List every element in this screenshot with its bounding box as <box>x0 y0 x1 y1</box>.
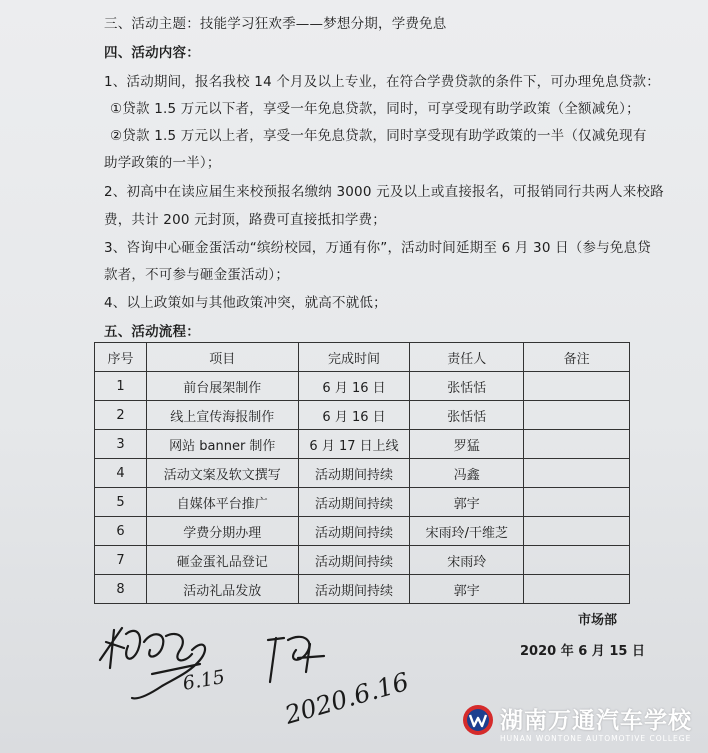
cell-item: 线上宣传海报制作 <box>146 401 298 430</box>
header-cell: 备注 <box>524 343 630 372</box>
cell-note <box>524 459 630 488</box>
cell-time: 6 月 16 日 <box>298 372 410 401</box>
content-item-4: 4、以上政策如与其他政策冲突，就高不就低； <box>104 295 387 311</box>
school-name-en: HUNAN WONTONE AUTOMOTIVE COLLEGE <box>500 734 692 743</box>
cell-time: 活动期间持续 <box>298 459 410 488</box>
cell-time: 活动期间持续 <box>298 575 410 604</box>
content-item-1b-line1: ②贷款 1.5 万元以上者，享受一年免息贷款，同时享受现有助学政策的一半（仅减免现有 <box>110 128 647 144</box>
cell-item: 网站 banner 制作 <box>146 430 298 459</box>
issue-date: 2020 年 6 月 15 日 <box>520 644 645 659</box>
school-logo <box>462 700 702 750</box>
section-5-heading: 五、活动流程： <box>104 324 200 340</box>
content-item-1: 1、活动期间，报名我校 14 个月及以上专业，在符合学费贷款的条件下，可办理免息贷款： <box>104 74 660 90</box>
cell-note <box>524 372 630 401</box>
cell-owner: 张恬恬 <box>410 372 524 401</box>
cell-note <box>524 401 630 430</box>
cell-note <box>524 546 630 575</box>
issuing-department: 市场部 <box>578 613 618 628</box>
cell-owner: 冯鑫 <box>410 459 524 488</box>
cell-item: 砸金蛋礼品登记 <box>146 546 298 575</box>
cell-time: 活动期间持续 <box>298 546 410 575</box>
cell-index: 3 <box>95 430 147 459</box>
cell-note <box>524 430 630 459</box>
cell-index: 5 <box>95 488 147 517</box>
cell-index: 8 <box>95 575 147 604</box>
cell-index: 4 <box>95 459 147 488</box>
cell-owner: 郭宇 <box>410 575 524 604</box>
signature-date-1: 6.15 <box>181 665 227 695</box>
cell-time: 6 月 17 日上线 <box>298 430 410 459</box>
cell-note <box>524 517 630 546</box>
cell-index: 6 <box>95 517 147 546</box>
table-row <box>95 401 630 430</box>
header-cell: 项目 <box>146 343 298 372</box>
cell-item: 活动文案及软文撰写 <box>146 459 298 488</box>
cell-time: 6 月 16 日 <box>298 401 410 430</box>
table-row <box>95 459 630 488</box>
cell-item: 活动礼品发放 <box>146 575 298 604</box>
cell-owner: 宋雨玲 <box>410 546 524 575</box>
cell-note <box>524 488 630 517</box>
table-row <box>95 575 630 604</box>
header-cell: 责任人 <box>410 343 524 372</box>
cell-owner: 郭宇 <box>410 488 524 517</box>
handwritten-signature <box>92 620 432 730</box>
table-header-row <box>95 343 630 372</box>
content-item-1a: ①贷款 1.5 万元以下者，享受一年免息贷款，同时，可享受现有助学政策（全额减免）； <box>110 101 640 117</box>
cell-item: 前台展架制作 <box>146 372 298 401</box>
table-row <box>95 372 630 401</box>
cell-note <box>524 575 630 604</box>
table-row <box>95 546 630 575</box>
cell-index: 1 <box>95 372 147 401</box>
cell-item: 自媒体平台推广 <box>146 488 298 517</box>
cell-owner: 张恬恬 <box>410 401 524 430</box>
content-item-1b-line2: 助学政策的一半）； <box>104 155 221 171</box>
content-item-3-line2: 款者，不可参与砸金蛋活动）； <box>104 267 290 283</box>
section-3-heading: 三、活动主题：技能学习狂欢季——梦想分期，学费免息 <box>104 16 447 32</box>
section-4-heading: 四、活动内容： <box>104 45 200 61</box>
header-cell: 完成时间 <box>298 343 410 372</box>
cell-time: 活动期间持续 <box>298 488 410 517</box>
content-item-2-line1: 2、初高中在读应届生来校预报名缴纳 3000 元及以上或直接报名，可报销同行共两人来校路 <box>104 184 664 200</box>
cell-time: 活动期间持续 <box>298 517 410 546</box>
table-row <box>95 488 630 517</box>
header-cell: 序号 <box>95 343 147 372</box>
cell-index: 7 <box>95 546 147 575</box>
cell-owner: 罗猛 <box>410 430 524 459</box>
activity-plan-table <box>94 342 630 604</box>
cell-owner: 宋雨玲/干维芝 <box>410 517 524 546</box>
content-item-3-line1: 3、咨询中心砸金蛋活动“缤纷校园，万通有你”，活动时间延期至 6 月 30 日（参与免息贷 <box>104 240 652 256</box>
cell-index: 2 <box>95 401 147 430</box>
table-row <box>95 517 630 546</box>
content-item-2-line2: 费，共计 200 元封顶，路费可直接抵扣学费； <box>104 212 386 228</box>
wontone-logo-icon <box>462 704 494 736</box>
cell-item: 学费分期办理 <box>146 517 298 546</box>
school-name-cn: 湖南万通汽车学校 <box>500 708 692 734</box>
table-row <box>95 430 630 459</box>
signature-date-2: 2020.6.16 <box>281 666 412 730</box>
